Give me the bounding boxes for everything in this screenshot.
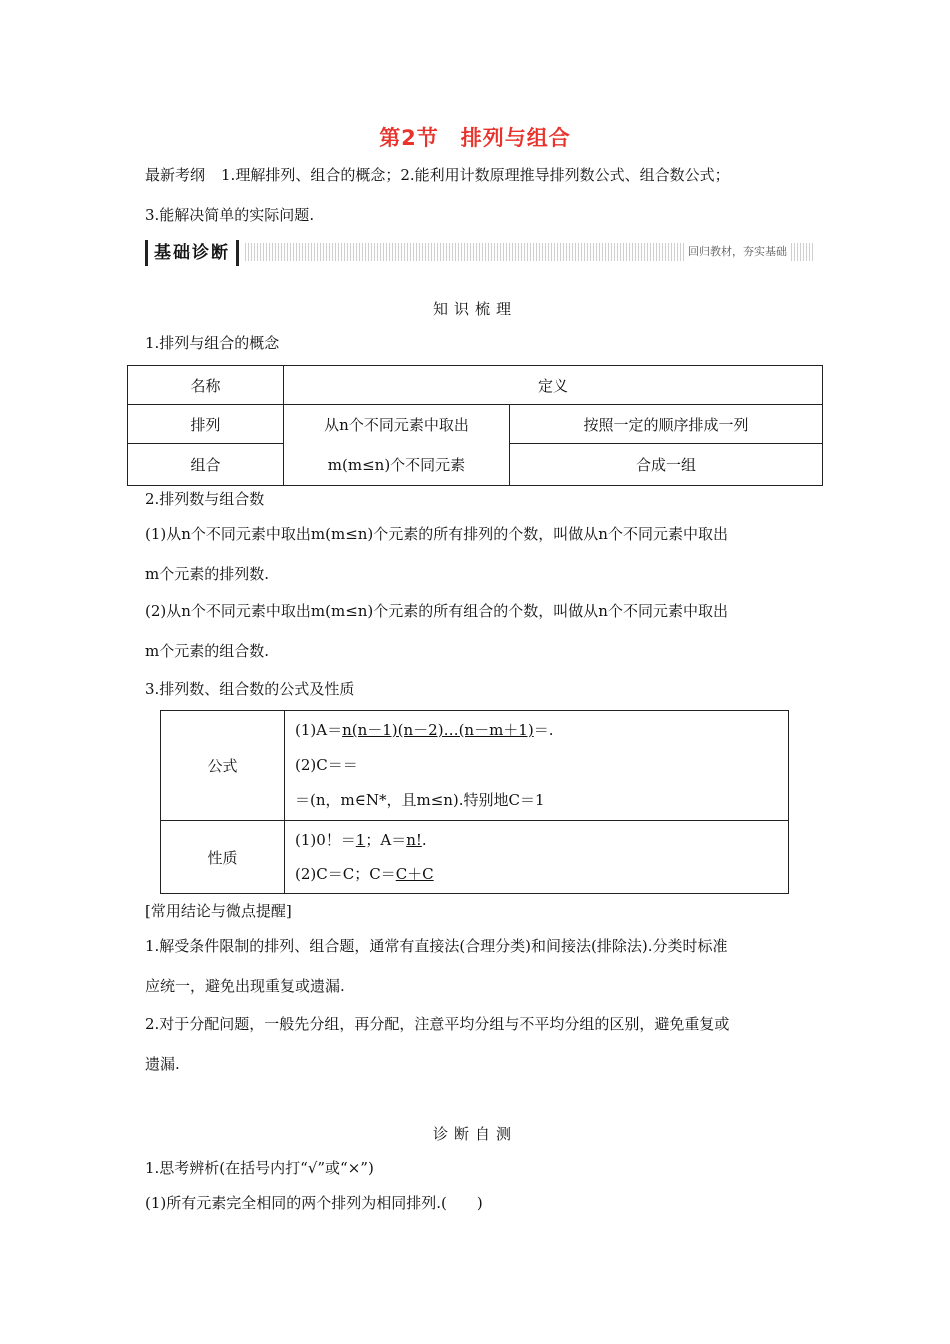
property-content xyxy=(285,821,789,894)
formula-line-3: ＝(n，m∈N*，且m≤n).特别地C＝1 xyxy=(295,791,545,809)
property-1-prefix: (1)0！＝ xyxy=(295,831,356,849)
row-permutation-def: 按照一定的顺序排成一列 xyxy=(510,405,823,444)
property-1-value-1: 1 xyxy=(355,831,366,849)
formula-line-1 xyxy=(295,713,788,748)
tip-1-a: 1.解受条件限制的排列、组合题，通常有直接法(合理分类)和间接法(排除法).分类时标准 xyxy=(145,937,728,955)
row-combination-name: 组合 xyxy=(128,444,284,486)
selftest-title: 诊断自测 xyxy=(432,1125,517,1143)
formula-content xyxy=(285,711,789,821)
common-def-line-1: 从n个不同元素中取出 xyxy=(324,416,469,434)
selftest-q1-1: (1)所有元素完全相同的两个排列为相同排列.( ) xyxy=(145,1194,483,1212)
numbers-p1-b: m个元素的排列数. xyxy=(145,565,269,583)
property-1-value-2: n! xyxy=(406,831,422,849)
common-def-line-2: m(m≤n)个不同元素 xyxy=(327,456,466,474)
property-line-2 xyxy=(295,857,788,891)
syllabus-line-1 xyxy=(145,164,730,185)
property-label: 性质 xyxy=(161,821,285,894)
tips-heading: [常用结论与微点提醒] xyxy=(145,902,292,920)
col-name-header: 名称 xyxy=(128,366,284,405)
formula-line-2: (2)C＝＝ xyxy=(295,756,358,774)
concept-heading: 1.排列与组合的概念 xyxy=(145,334,280,352)
numbers-p1-a: (1)从n个不同元素中取出m(m≤n)个元素的所有排列的个数，叫做从n个不同元素中取出 xyxy=(145,525,728,543)
section-banner xyxy=(145,240,813,266)
property-2-prefix: (2)C＝C；C＝ xyxy=(295,865,396,883)
banner-label: 基础诊断 xyxy=(145,240,239,266)
numbers-heading: 2.排列数与组合数 xyxy=(145,490,265,508)
formula-1-suffix: ＝. xyxy=(533,721,554,739)
col-def-header: 定义 xyxy=(284,366,823,405)
knowledge-title: 知识梳理 xyxy=(432,300,517,318)
tip-1-b: 应统一，避免出现重复或遗漏. xyxy=(145,977,345,995)
banner-tag: 回归教材，夯实基础 xyxy=(684,243,791,261)
syllabus-label: 最新考纲 xyxy=(145,166,206,184)
tip-2-b: 遗漏. xyxy=(145,1055,180,1073)
concept-table xyxy=(127,365,823,486)
syllabus-line-2: 3.能解决简单的实际问题. xyxy=(145,206,315,224)
selftest-q1: 1.思考辨析(在括号内打“√”或“×”) xyxy=(145,1159,374,1177)
property-1-mid: ；A＝ xyxy=(365,831,407,849)
formulas-table xyxy=(160,710,789,894)
formula-label: 公式 xyxy=(161,711,285,821)
row-combination-def: 合成一组 xyxy=(510,444,823,486)
property-2-value: C＋C xyxy=(395,865,434,883)
syllabus-text-1: 1.理解排列、组合的概念；2.能利用计数原理推导排列数公式、组合数公式； xyxy=(221,166,730,184)
formula-1-prefix: (1)A＝ xyxy=(295,721,343,739)
formulas-heading: 3.排列数、组合数的公式及性质 xyxy=(145,680,355,698)
tip-2-a: 2.对于分配问题，一般先分组，再分配，注意平均分组与不平均分组的区别，避免重复或 xyxy=(145,1015,730,1033)
property-1-suffix: . xyxy=(421,831,427,849)
numbers-p2-b: m个元素的组合数. xyxy=(145,642,269,660)
page-title: 第2节 排列与组合 xyxy=(379,126,571,150)
row-permutation-name: 排列 xyxy=(128,405,284,444)
common-definition xyxy=(284,405,510,486)
numbers-p2-a: (2)从n个不同元素中取出m(m≤n)个元素的所有组合的个数，叫做从n个不同元素中取出 xyxy=(145,602,728,620)
formula-1-value: n(n－1)(n－2)…(n－m＋1) xyxy=(342,721,534,739)
property-line-1 xyxy=(295,823,788,857)
